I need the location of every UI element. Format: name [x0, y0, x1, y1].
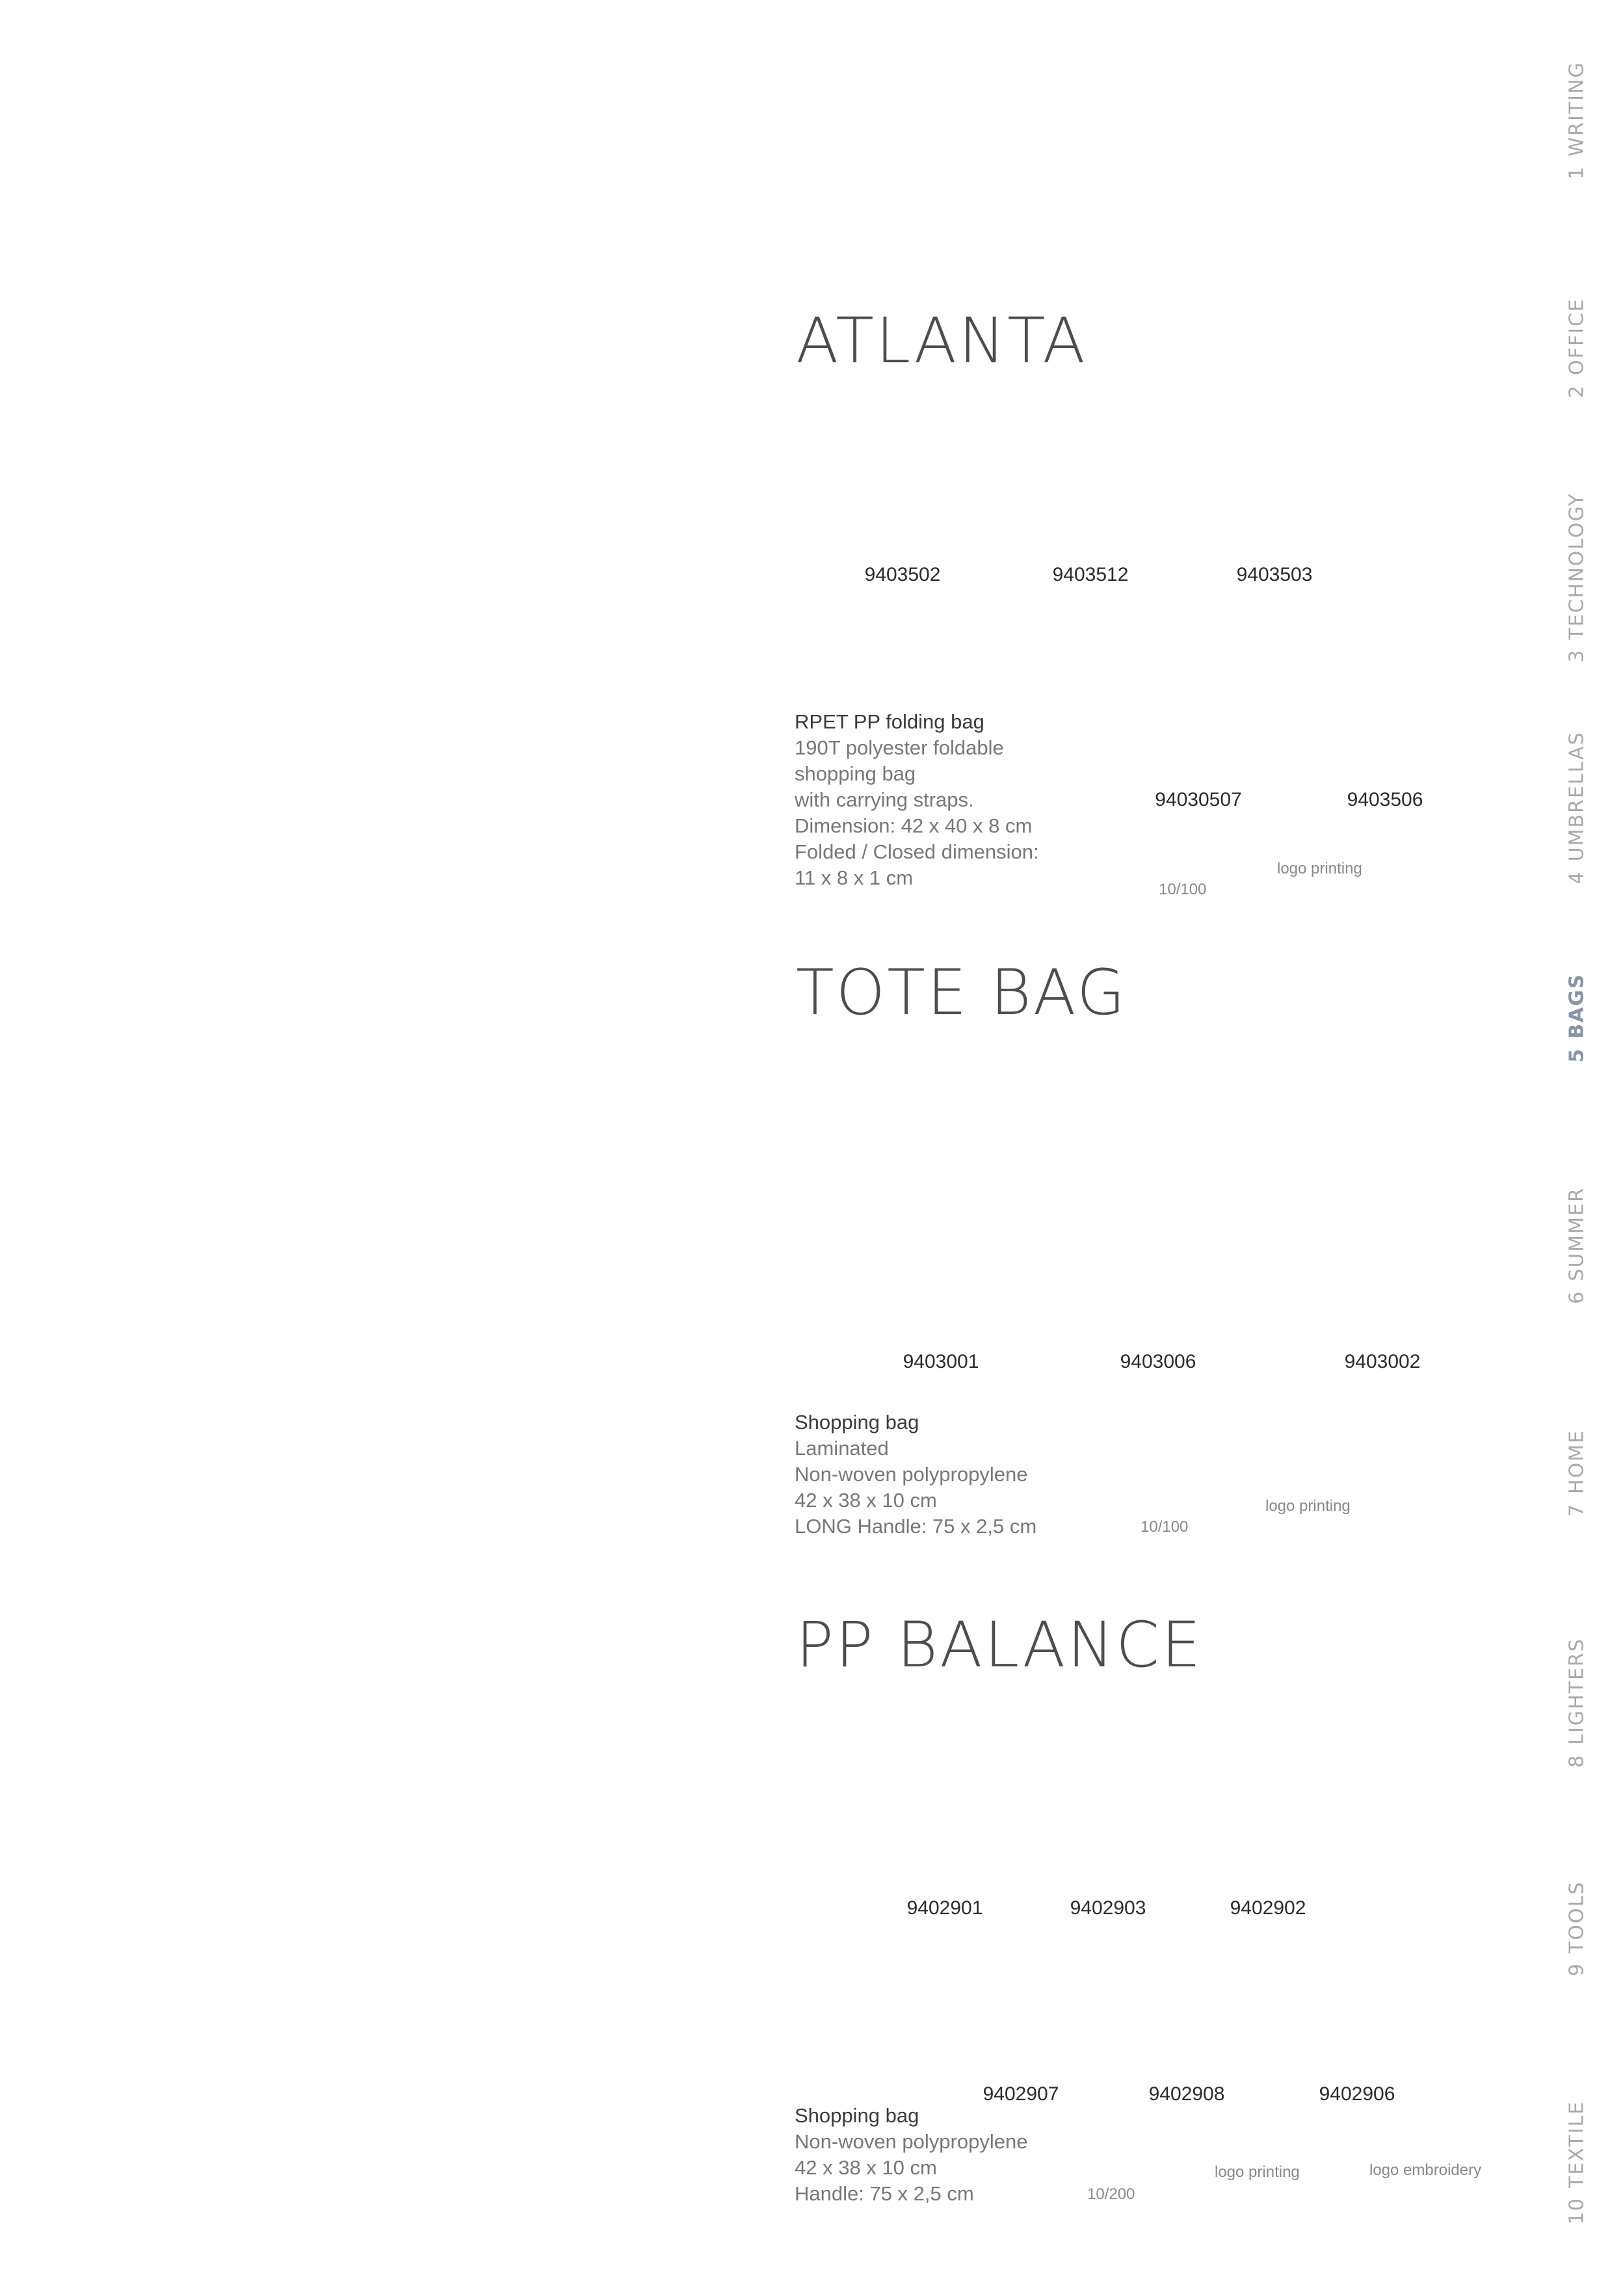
nav-item-bags[interactable]	[1566, 973, 1589, 1062]
product-code: 9403512	[1052, 564, 1129, 585]
description-line: 42 x 38 x 10 cm	[795, 2156, 937, 2179]
nav-item-label: BAGS	[1565, 973, 1589, 1039]
description-line: Non-woven polypropylene	[795, 1463, 1028, 1486]
description-heading: Shopping bag	[795, 2104, 919, 2127]
product-description-tote-bag	[795, 1409, 1133, 1540]
nav-item-number: 4	[1565, 870, 1589, 885]
nav-item-label: OFFICE	[1565, 298, 1589, 375]
product-code: 9402906	[1319, 2083, 1395, 2105]
packing-info: 10/100	[1141, 1518, 1189, 1536]
product-code: 9402901	[906, 1897, 983, 1919]
product-description-atlanta	[795, 709, 1133, 891]
nav-item-number: 1	[1565, 165, 1589, 180]
section-title-tote-bag: TOTE BAG	[796, 956, 1128, 1029]
nav-item-number: 6	[1565, 1290, 1589, 1304]
nav-item-technology[interactable]	[1566, 492, 1589, 662]
nav-item-label: SUMMER	[1565, 1187, 1589, 1281]
nav-item-label: WRITING	[1565, 61, 1589, 157]
nav-item-summer[interactable]	[1566, 1187, 1589, 1304]
packing-info: 10/100	[1159, 881, 1207, 898]
description-line: Folded / Closed dimension:	[795, 840, 1039, 863]
packing-info: 10/200	[1087, 2185, 1135, 2203]
printing-option: logo printing	[1277, 860, 1362, 877]
nav-item-umbrellas[interactable]	[1566, 732, 1589, 885]
product-code: 9403001	[903, 1351, 979, 1372]
description-line: LONG Handle: 75 x 2,5 cm	[795, 1515, 1037, 1538]
description-heading: Shopping bag	[795, 1411, 919, 1434]
nav-item-number: 8	[1565, 1754, 1589, 1768]
product-code: 9403002	[1344, 1351, 1421, 1372]
product-code: 9403502	[864, 564, 941, 585]
nav-item-textile[interactable]	[1566, 2101, 1589, 2224]
description-line: 190T polyester foldable	[795, 736, 1004, 759]
product-code: 94030507	[1155, 789, 1242, 810]
printing-option: logo printing	[1265, 1497, 1351, 1515]
nav-item-lighters[interactable]	[1566, 1638, 1589, 1768]
product-code: 9403006	[1120, 1351, 1196, 1372]
nav-item-label: LIGHTERS	[1565, 1638, 1589, 1745]
section-title-atlanta: ATLANTA	[796, 304, 1087, 377]
nav-item-number: 10	[1565, 2196, 1589, 2225]
product-code: 9402903	[1070, 1897, 1146, 1919]
nav-item-label: TOOLS	[1565, 1880, 1589, 1954]
nav-item-number: 3	[1565, 648, 1589, 663]
nav-item-number: 9	[1565, 1962, 1589, 1977]
product-code: 9402908	[1148, 2083, 1225, 2105]
description-line: Dimension: 42 x 40 x 8 cm	[795, 814, 1033, 837]
nav-item-writing[interactable]	[1566, 61, 1589, 179]
description-heading: RPET PP folding bag	[795, 710, 984, 733]
product-code: 9402902	[1230, 1897, 1306, 1919]
nav-item-home[interactable]	[1566, 1430, 1589, 1517]
nav-item-label: UMBRELLAS	[1565, 731, 1589, 862]
description-line: 42 x 38 x 10 cm	[795, 1489, 937, 1512]
description-line: 11 x 8 x 1 cm	[795, 866, 914, 889]
description-line: Non-woven polypropylene	[795, 2130, 1028, 2153]
product-code: 9403506	[1347, 789, 1423, 810]
nav-item-label: TEXTILE	[1565, 2100, 1589, 2188]
product-code: 9402907	[983, 2083, 1059, 2105]
description-line: Laminated	[795, 1437, 889, 1460]
embroidery-option: logo embroidery	[1369, 2161, 1482, 2179]
product-code: 9403503	[1236, 564, 1313, 585]
section-title-pp-balance: PP BALANCE	[796, 1609, 1203, 1681]
nav-item-label: HOME	[1565, 1429, 1589, 1494]
nav-item-number: 5	[1565, 1047, 1589, 1063]
category-side-nav	[1554, 0, 1600, 2296]
product-description-pp-balance	[795, 2103, 1133, 2207]
description-line: with carrying straps.	[795, 788, 974, 811]
nav-item-number: 7	[1565, 1502, 1589, 1517]
nav-item-label: TECHNOLOGY	[1565, 492, 1589, 640]
printing-option: logo printing	[1215, 2163, 1300, 2181]
nav-item-office[interactable]	[1566, 298, 1589, 398]
nav-item-tools[interactable]	[1566, 1881, 1589, 1976]
nav-item-number: 2	[1565, 384, 1589, 398]
description-line: Handle: 75 x 2,5 cm	[795, 2182, 974, 2205]
description-line: shopping bag	[795, 762, 916, 785]
